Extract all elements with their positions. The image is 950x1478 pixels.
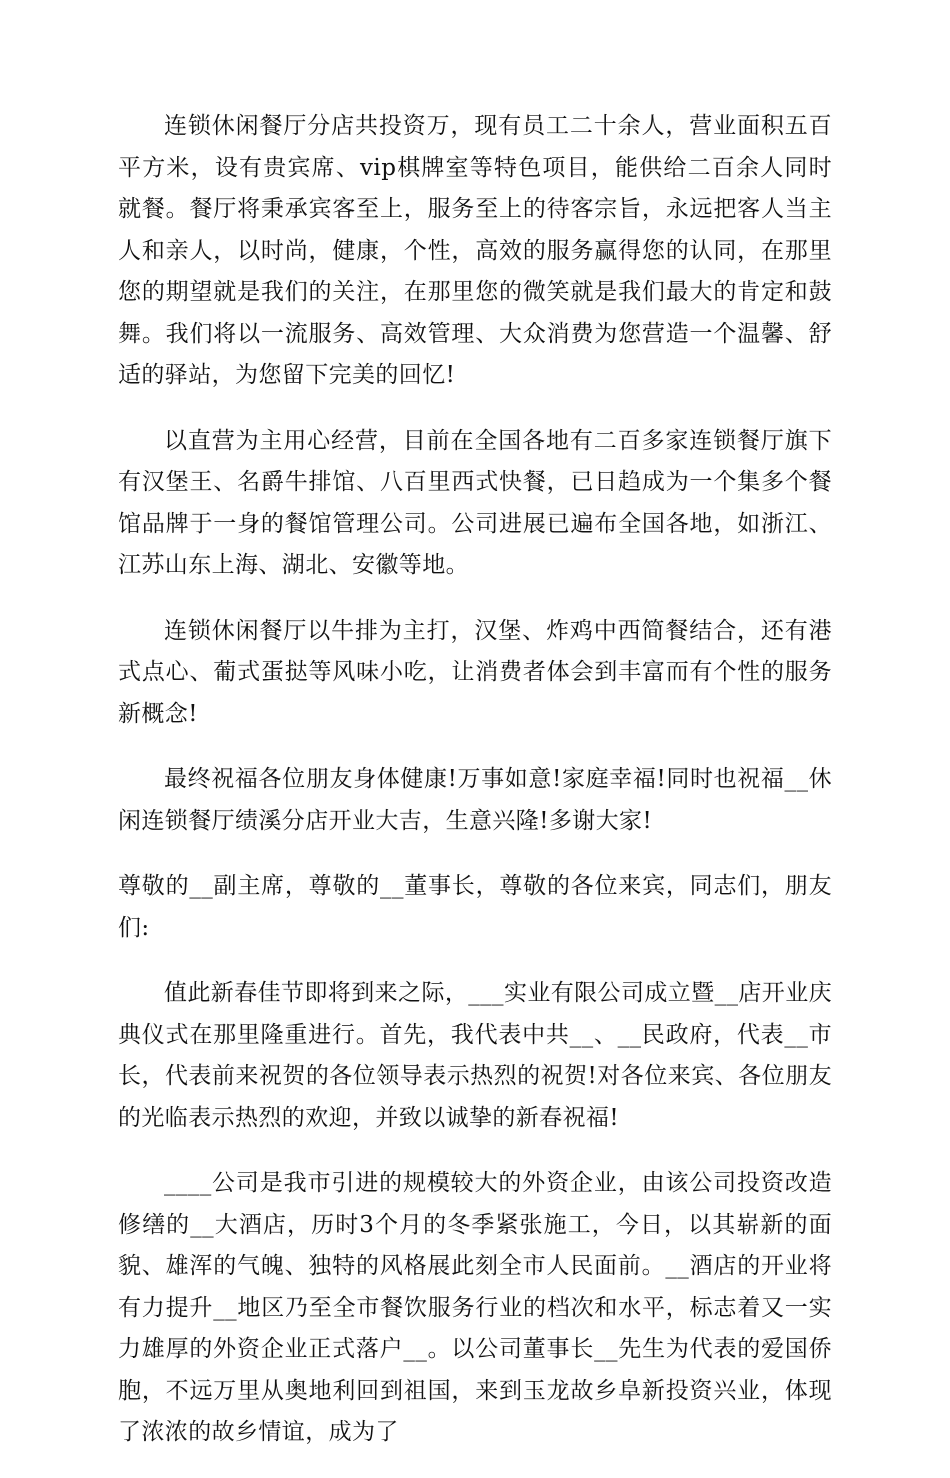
paragraph-company-background: ____公司是我市引进的规模较大的外资企业，由该公司投资改造修缮的__大酒店，历时3个月的冬季紧张施工，今日，以其崭新的面貌、雄浑的气魄、独特的风格展此刻全市人民面前。__酒店的开业将有力提升__地区乃至全市餐饮服务行业的档次和水平，标志着又一实力雄厚的外资企业正式落户__。以公司董事长__先生为代表的爱国侨胞，不远万里从奥地利回到祖国，来到玉龙故乡阜新投资兴业，体现了浓浓的故乡情谊，成为了 — [118, 1170, 832, 1445]
paragraph-chain-operation: 以直营为主用心经营，目前在全国各地有二百多家连锁餐厅旗下有汉堡王、名爵牛排馆、八百里西式快餐，已日趋成为一个集多个餐馆品牌于一身的餐馆管理公司。公司进展已遍布全国各地，如浙江、江苏山东上海、湖北、安徽等地。 — [118, 427, 832, 578]
paragraph-opening-ceremony: 值此新春佳节即将到来之际，___实业有限公司成立暨__店开业庆典仪式在那里隆重进行。首先，我代表中共__、__民政府，代表__市长，代表前来祝贺的各位领导表示热烈的祝贺!对各位来宾、各位朋友的光临表示热烈的欢迎，并致以诚挚的新春祝福! — [118, 980, 832, 1131]
paragraph-salutation: 尊敬的__副主席，尊敬的__董事长，尊敬的各位来宾，同志们，朋友们: — [118, 873, 832, 941]
paragraph-restaurant-intro: 连锁休闲餐厅分店共投资万，现有员工二十余人，营业面积五百平方米，设有贵宾席、vip棋牌室等特色项目，能供给二百余人同时就餐。餐厅将秉承宾客至上，服务至上的待客宗旨，永远把客人当主人和亲人，以时尚，健康，个性，高效的服务赢得您的认同，在那里您的期望就是我们的关注，在那里您的微笑就是我们最大的肯定和鼓舞。我们将以一流服务、高效管理、大众消费为您营造一个温馨、舒适的驿站，为您留下完美的回忆! — [118, 113, 832, 388]
document-body — [118, 106, 832, 1478]
paragraph-closing-wishes: 最终祝福各位朋友身体健康!万事如意!家庭幸福!同时也祝福__休闲连锁餐厅绩溪分店开业大吉，生意兴隆!多谢大家! — [118, 766, 832, 834]
paragraph-menu-features: 连锁休闲餐厅以牛排为主打，汉堡、炸鸡中西简餐结合，还有港式点心、葡式蛋挞等风味小吃，让消费者体会到丰富而有个性的服务新概念! — [118, 617, 832, 727]
